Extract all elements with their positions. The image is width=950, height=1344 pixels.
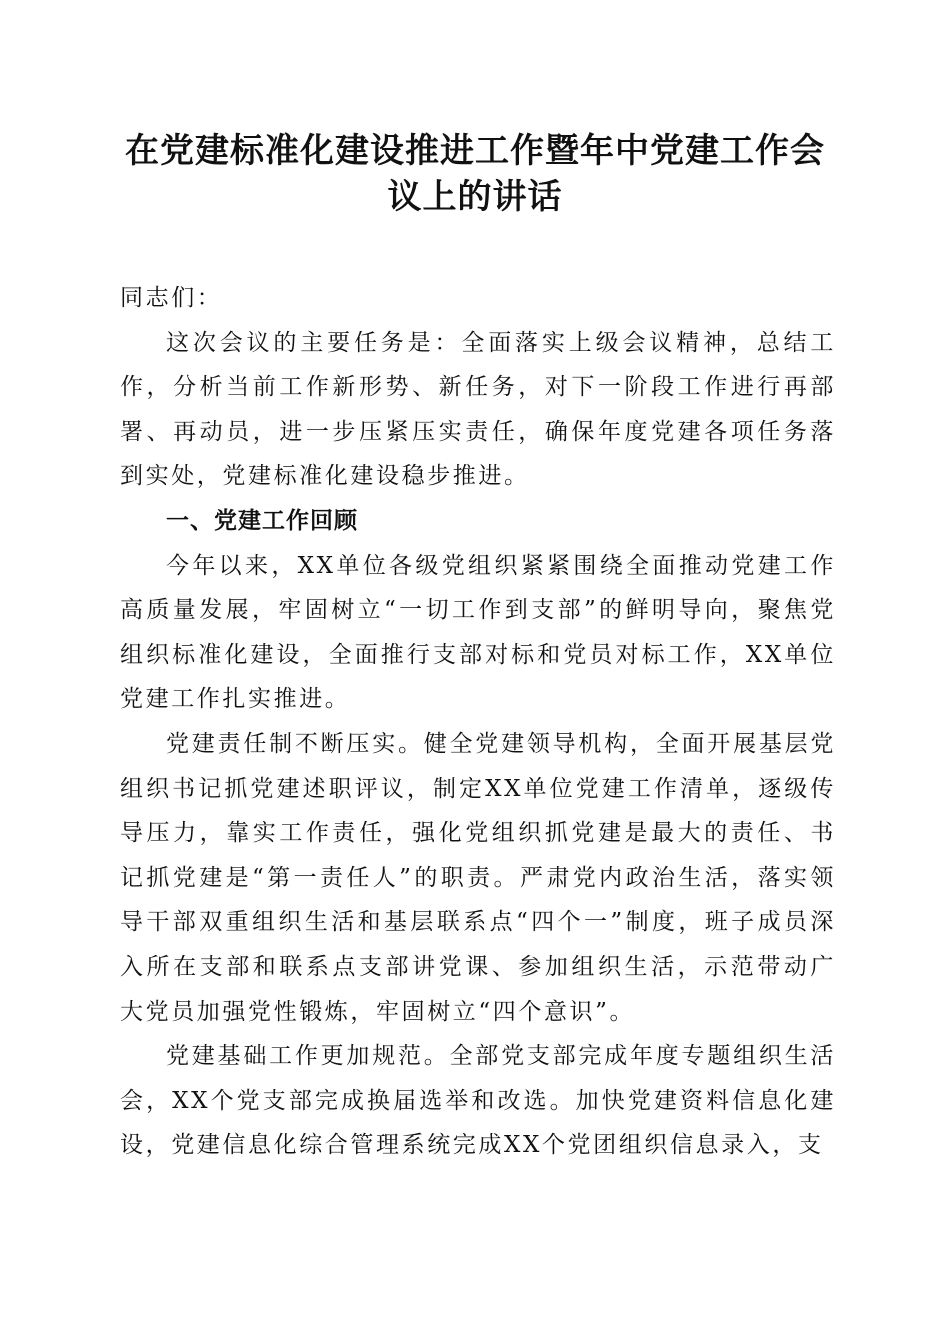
intro-paragraph: 这次会议的主要任务是：全面落实上级会议精神，总结工作，分析当前工作新形势、新任务，对下一阶段工作进行再部署、再动员，进一步压紧压实责任，确保年度党建各项任务落到实处，党建标准化建设稳步推进。 [120, 329, 836, 490]
document-body [120, 276, 836, 1168]
document-title [100, 128, 850, 220]
paragraph-review: 今年以来，XX单位各级党组织紧紧围绕全面推动党建工作高质量发展，牢固树立“一切工作到支部”的鲜明导向，聚焦党组织标准化建设，全面推行支部对标和党员对标工作，XX单位党建工作扎实推进。 [120, 552, 836, 713]
salutation: 同志们： [120, 285, 223, 311]
title-line-2: 议上的讲话 [387, 177, 563, 217]
paragraph-foundation: 党建基础工作更加规范。全部党支部完成年度专题组织生活会，XX个党支部完成换届选举和改选。加快党建资料信息化建设，党建信息化综合管理系统完成XX个党团组织信息录入，支 [120, 1043, 836, 1159]
paragraph-responsibility: 党建责任制不断压实。健全党建领导机构，全面开展基层党组织书记抓党建述职评议，制定XX单位党建工作清单，逐级传导压力，靠实工作责任，强化党组织抓党建是最大的责任、书记抓党建是“第一责任人”的职责。严肃党内政治生活，落实领导干部双重组织生活和基层联系点“四个一”制度，班子成员深入所在支部和联系点支部讲党课、参加组织生活，示范带动广大党员加强党性锻炼，牢固树立“四个意识”。 [120, 730, 836, 1025]
title-line-1: 在党建标准化建设推进工作暨年中党建工作会 [125, 131, 825, 171]
section-heading: 一、党建工作回顾 [166, 507, 358, 534]
